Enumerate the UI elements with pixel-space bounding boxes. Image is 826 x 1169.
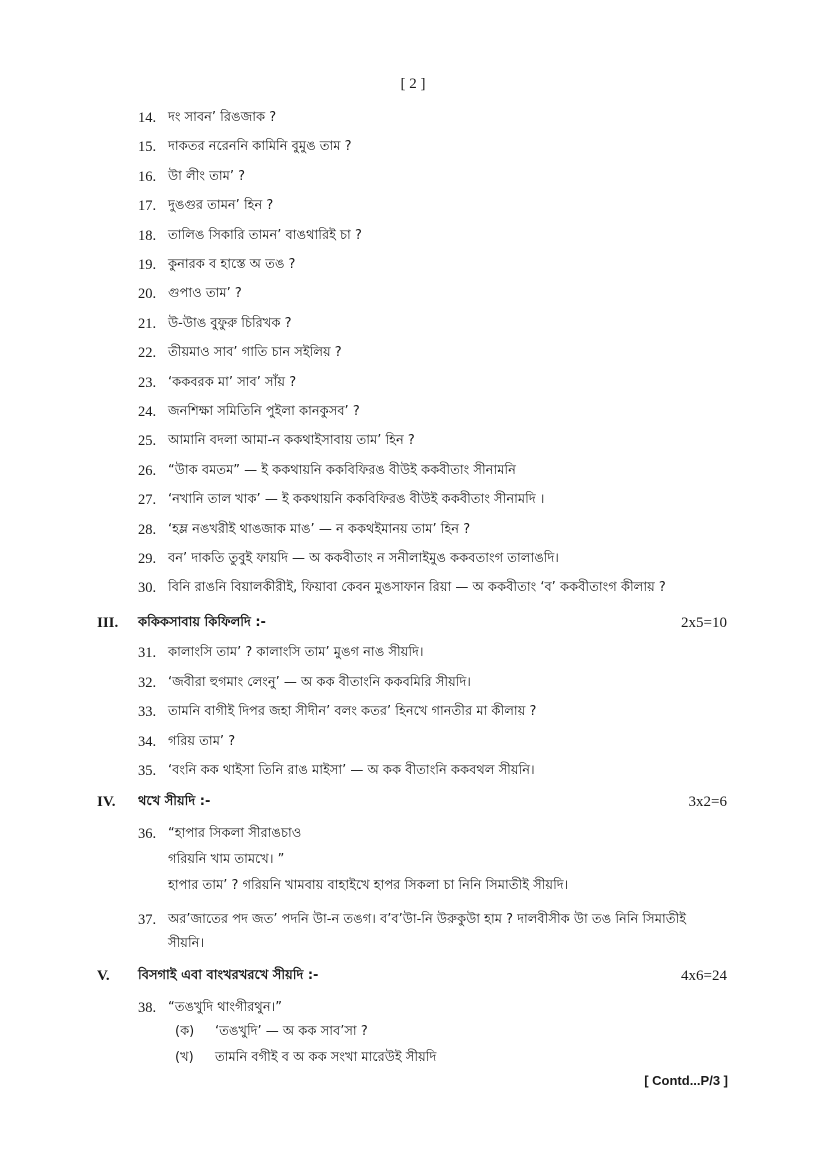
sub-question-text: তামনি বগীই ব অ কক সংখা মারেউই সীয়দি <box>215 1050 437 1065</box>
question-36-line-1: “হাপার সিকলা সীরাঙচাও <box>168 826 302 841</box>
question-number: 24. <box>138 404 157 420</box>
question-number: 20. <box>138 286 157 303</box>
question-number: 38. <box>138 1000 157 1016</box>
section-roman: III. <box>97 615 119 631</box>
question-number: 36. <box>138 826 157 842</box>
question-number: 27. <box>138 492 157 509</box>
question-36-line-2: গরিয়নি খাম তামখে। ” <box>168 852 285 867</box>
question-number: 35. <box>138 763 157 779</box>
question-number: 23. <box>138 374 157 391</box>
question-text: আমানি বদলা আমা-ন ককথাইসাবায় তাম’ হিন ? <box>168 433 415 449</box>
page-number: [ 2 ] <box>400 76 426 92</box>
section-roman: V. <box>97 968 110 984</box>
section-marks: 3x2=6 <box>688 794 727 810</box>
section-heading: বিসগাই এবা বাংখরখরখে সীয়দি :- <box>138 968 319 983</box>
question-text: দাকতর নরেননি কামিনি বুমুঙ তাম ? <box>168 139 352 155</box>
question-number: 17. <box>138 198 157 215</box>
question-text: ‘হম্ল নঙখরীই থাঙজাক মাঙ’ — ন ককথইমানয় তাম’ হিন ? <box>168 521 471 537</box>
continued-note: [ Contd...P/3 ] <box>644 1073 728 1088</box>
section-heading: ককিকসাবায় কিফিলদি :- <box>138 615 266 630</box>
question-number: 30. <box>138 580 157 597</box>
sub-question-label: (খ) <box>175 1050 194 1065</box>
question-text: কালাংসি তাম’ ? কালাংসি তাম’ মুঙগ নাঙ সীয়দি। <box>168 645 424 660</box>
sub-question-text: ‘তঙখুদি’ — অ কক সাব’সা ? <box>215 1024 368 1039</box>
question-text: জনশিক্ষা সমিতিনি পুইলা কানকুসব’ ? <box>168 404 360 419</box>
section-roman: IV. <box>97 794 116 810</box>
question-text: ‘ককবরক মা’ সাব’ সাঁয় ? <box>168 374 297 390</box>
question-text: তীয়মাও সাব’ গাতি চান সইলিয় ? <box>168 345 342 361</box>
question-37-line-1: অর’জাতের পদ জত’ পদনি উা-ন তঙগ। ব’ব’উা-নি উরুকুউা হাম ? দালবীসীক উা তঙ নিনি সিমাতীই <box>168 912 686 927</box>
question-text: ‘নখানি তাল খাক’ — ই ককথায়নি ককবিফিরঙ বীউই ককবীতাং সীনামদি । <box>168 492 545 508</box>
question-number: 25. <box>138 433 157 450</box>
question-number: 14. <box>138 110 157 126</box>
question-text: উা লীং তাম’ ? <box>168 168 246 184</box>
question-text: উ-উাঙ বুফুরু চিরিখক ? <box>168 315 292 331</box>
question-number: 34. <box>138 733 157 750</box>
question-number: 19. <box>138 257 157 273</box>
question-number: 18. <box>138 227 157 244</box>
question-number: 22. <box>138 345 157 362</box>
question-number: 33. <box>138 704 157 720</box>
section-heading: থখে সীয়দি :- <box>138 794 211 809</box>
question-number: 29. <box>138 551 157 567</box>
question-number: 31. <box>138 645 157 661</box>
question-text: গুপাও তাম’ ? <box>168 286 242 302</box>
question-text: তামনি বাগীই দিপর জহা সীদীন’ বলং কতর’ হিনখে গানতীর মা কীলায় ? <box>168 704 537 719</box>
question-number: 15. <box>138 139 157 156</box>
question-number: 21. <box>138 315 157 332</box>
question-text: গরিয় তাম’ ? <box>168 733 236 749</box>
question-text: দং সাবন’ রিঙজাক ? <box>168 110 277 125</box>
question-text: বিনি রাঙনি বিয়ালকীরীই, ফিয়াবা কেবন মুঙসাফান রিয়া — অ ককবীতাং ‘ব’ ককবীতাংগ কীলায় ? <box>168 580 666 596</box>
section-marks: 2x5=10 <box>681 615 727 631</box>
question-text: তালিঙ সিকারি তামন’ বাঙথারিই চা ? <box>168 227 362 243</box>
question-number: 37. <box>138 912 157 928</box>
question-number: 16. <box>138 168 157 185</box>
question-text: ‘জবীরা হুগমাং লেংনু’ — অ কক বীতাংনি ককবমিরি সীয়দি। <box>168 674 471 690</box>
question-text: ‘বংনি কক থাইসা তিনি রাঙ মাইসা’ — অ কক বীতাংনি ককবথল সীয়নি। <box>168 763 535 778</box>
sub-question-label: (ক) <box>175 1024 195 1039</box>
question-36-line-3: হাপার তাম’ ? গরিয়নি খামবায় বাহাইখে হাপর সিকলা চা নিনি সিমাতীই সীয়দি। <box>168 878 569 893</box>
question-text: বন’ দাকতি তুবুই ফায়দি — অ ককবীতাং ন সনীলাইমুঙ ককবতাংগ তালাঙদি। <box>168 551 559 566</box>
question-37-line-2: সীয়নি। <box>168 936 205 951</box>
question-text: “উাক বমতম” — ই ককথায়নি ককবিফিরঙ বীউই ককবীতাং সীনামনি <box>168 462 516 478</box>
section-marks: 4x6=24 <box>681 968 727 984</box>
question-text: কুনারক ব হাস্তে অ তঙ ? <box>168 257 296 272</box>
question-38-quote: “তঙখুদি থাংগীরথুন।” <box>168 1000 282 1015</box>
question-number: 26. <box>138 462 157 479</box>
question-text: দুঙগুর তামন’ হিন ? <box>168 198 274 214</box>
question-number: 32. <box>138 674 157 691</box>
question-number: 28. <box>138 521 157 538</box>
